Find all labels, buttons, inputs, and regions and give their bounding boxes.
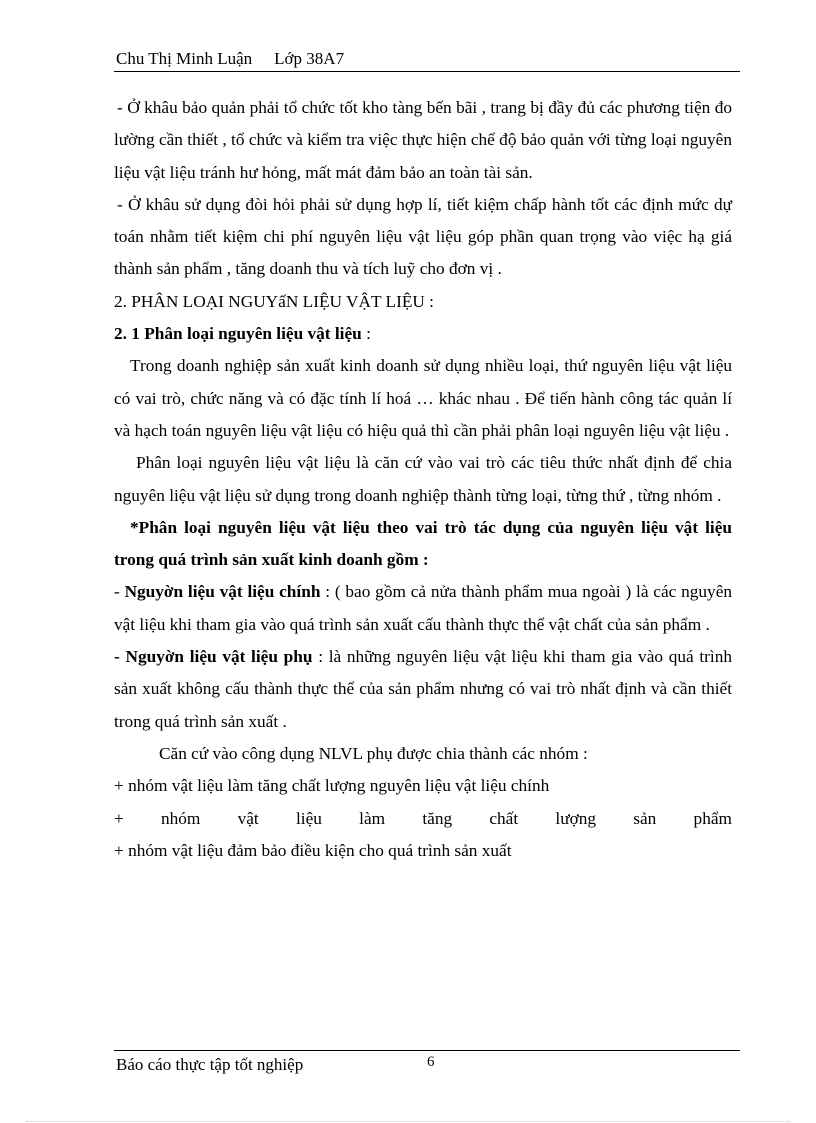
- list-word: làm: [359, 808, 386, 828]
- footer-text: Báo cáo thực tập tốt nghiệp: [116, 1055, 304, 1074]
- list-word: liệu: [296, 808, 322, 828]
- paragraph-groups: Căn cứ vào công dụng NLVL phụ được chia thành các nhóm :: [159, 743, 588, 763]
- subsection-colon: :: [361, 324, 371, 344]
- list-word: nhóm: [161, 808, 201, 828]
- header-rule: [114, 71, 740, 72]
- section-heading: 2. PHÂN LOẠI NGUYấN LIỆU VẬT LIỆU :: [114, 291, 434, 311]
- paragraph-main-material: [114, 576, 732, 641]
- page-bottom-dotted-line: [26, 1121, 790, 1122]
- paragraph-usage: - Ở khâu sử dụng đòi hỏi phải sử dụng hợp lí, tiết kiệm chấp hành tốt các định mức dự toán nhằm tiết kiệm chi phí nguyên liệu vật liệu góp phần quan trọng vào việc hạ giá thành sản phẩm , tăng doanh thu và tích luỹ cho đơn vị .: [114, 194, 732, 279]
- list-word: tăng: [422, 808, 453, 828]
- subsection-heading: [114, 318, 732, 350]
- subsection-title: 2. 1 Phân loại nguyên liệu vật liệu: [114, 324, 362, 344]
- main-material-text: : ( bao gồm cả nửa thành phẩm mua ngoài ) là các nguyên vật liệu khi tham gia vào quá trình sản xuất cấu thành thực thể vật chất của sản phẩm .: [114, 582, 732, 634]
- list-word: sản: [633, 808, 657, 828]
- by-role-title: *Phân loại nguyên liệu vật liệu theo vai trò tác dụng của nguyên liệu vật liệu trong quá trình sản xuất kinh doanh gồm :: [114, 517, 732, 570]
- paragraph-by-role: [114, 512, 732, 577]
- main-material-term: Nguyờn liệu vật liệu chính: [124, 582, 321, 602]
- list-word: phẩm: [693, 808, 732, 828]
- aux-material-text: : là những nguyên liệu vật liệu khi tham gia vào quá trình sản xuất không cấu thành thực thể của sản phẩm nhưng có vai trò nhất định và cần thiết trong quá trình sản xuất .: [114, 647, 733, 731]
- paragraph-intro: Trong doanh nghiệp sản xuất kinh doanh sử dụng nhiều loại, thứ nguyên liệu vật liệu có vai trò, chức năng và có đặc tính lí hoá … khác nhau . Để tiến hành công tác quản lí và hạch toán nguyên liệu vật liệu có hiệu quả thì cần phải phân loại nguyên liệu vật liệu .: [114, 356, 732, 440]
- author-name: Chu Thị Minh Luận: [116, 49, 253, 68]
- footer-rule: [114, 1050, 740, 1051]
- page-body: [114, 92, 732, 867]
- paragraph-storage: - Ở khâu bảo quản phải tổ chức tốt kho tàng bến bãi , trang bị đầy đủ các phương tiện đo lường cần thiết , tổ chức và kiểm tra việc thực hiện chế độ bảo quản với từng loại nguyên liệu vật liệu tránh hư hỏng, mất mát đảm bảo an toàn tài sản.: [114, 98, 732, 182]
- paragraph-aux-material: [114, 641, 732, 738]
- list-word: +: [114, 808, 124, 828]
- page-header: [116, 48, 740, 70]
- list-word: lượng: [555, 808, 596, 828]
- class-name: Lớp 38A7: [274, 49, 345, 68]
- list-word: chất: [489, 808, 519, 828]
- list-item: + nhóm vật liệu đảm bảo điều kiện cho quá trình sản xuất: [114, 840, 512, 860]
- list-item-spread: [114, 803, 732, 835]
- list-item: + nhóm vật liệu làm tăng chất lượng nguyên liệu vật liệu chính: [114, 776, 550, 796]
- paragraph-classification: Phân loại nguyên liệu vật liệu là căn cứ vào vai trò các tiêu thức nhất định để chia nguyên liệu vật liệu sử dụng trong doanh nghiệp thành từng loại, từng thứ , từng nhóm .: [114, 453, 732, 505]
- list-word: vật: [237, 808, 259, 828]
- page-number: 6: [427, 1054, 435, 1070]
- main-material-dash: -: [114, 582, 125, 602]
- aux-material-term: - Nguyờn liệu vật liệu phụ: [114, 647, 313, 667]
